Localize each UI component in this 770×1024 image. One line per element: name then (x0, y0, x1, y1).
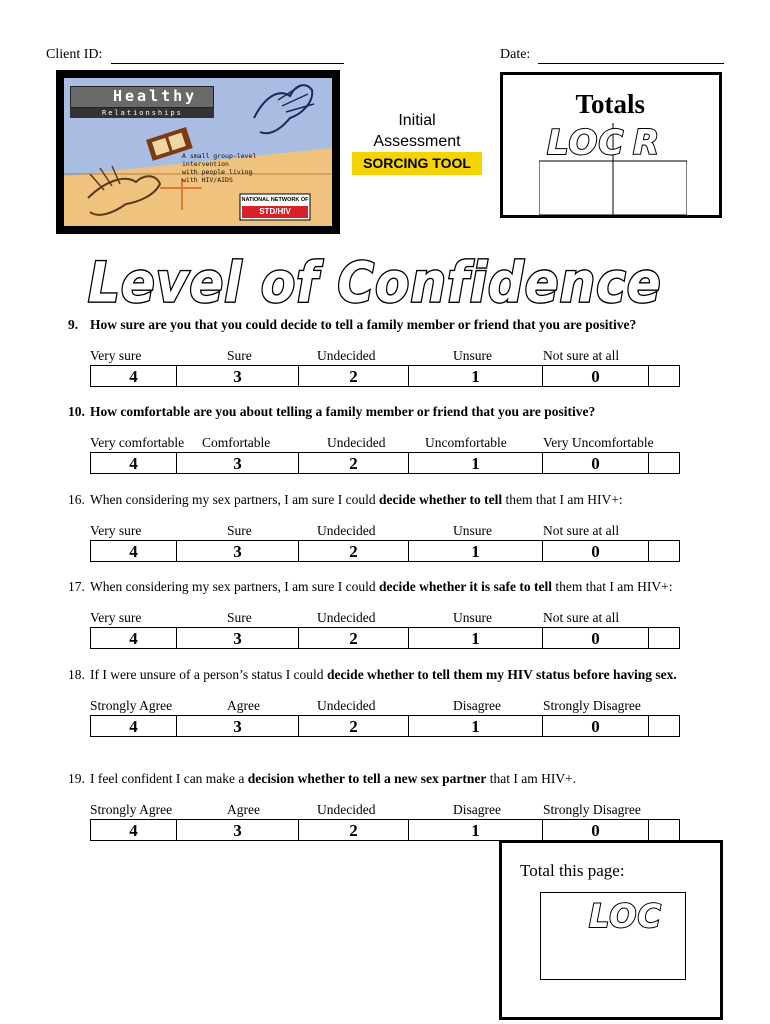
scale-label: Undecided (317, 523, 376, 538)
question-text-part: When considering my sex partners, I am sure I could (90, 492, 380, 507)
score-option[interactable]: 3 (177, 716, 299, 736)
question-text-part: If I were unsure of a person’s status I could (90, 667, 327, 682)
date-label: Date: (500, 47, 531, 62)
score-option[interactable]: 0 (543, 541, 649, 561)
cover-image (56, 70, 340, 234)
score-option[interactable]: 2 (299, 541, 409, 561)
total-this-page-label: Total this page: (520, 861, 625, 880)
score-option[interactable]: 1 (409, 366, 543, 386)
cover-description (182, 152, 256, 184)
cover-description-line: intervention (182, 160, 229, 168)
score-row (90, 715, 680, 737)
question-text-part: them that I am HIV+: (552, 579, 673, 594)
scale-label: Strongly Agree (90, 698, 173, 713)
score-option[interactable]: 1 (409, 716, 543, 736)
score-row (90, 540, 680, 562)
scale-label: Undecided (317, 348, 376, 363)
score-option[interactable]: 4 (91, 820, 177, 840)
assessment-line-1: Initial (398, 112, 436, 129)
scale-label: Uncomfortable (425, 435, 507, 450)
scale-label: Unsure (453, 610, 492, 625)
score-option[interactable]: 3 (177, 820, 299, 840)
score-option[interactable]: 0 (543, 820, 649, 840)
score-option[interactable]: 3 (177, 541, 299, 561)
client-id-field[interactable] (111, 63, 344, 64)
score-row (90, 627, 680, 649)
totals-title: Totals (575, 89, 645, 119)
question-text-part: I feel confident I can make a (90, 771, 248, 786)
scale-label: Very sure (90, 523, 142, 538)
scale-label: Disagree (453, 698, 501, 713)
score-option[interactable]: 4 (91, 716, 177, 736)
score-row (90, 365, 680, 387)
scale-label: Comfortable (202, 435, 271, 450)
scale-label: Strongly Disagree (543, 802, 641, 817)
score-entry-field[interactable] (649, 628, 681, 648)
scale-label: Unsure (453, 523, 492, 538)
question-number: 19. (68, 771, 85, 786)
totals-loc-field[interactable] (541, 163, 613, 213)
score-option[interactable]: 1 (409, 628, 543, 648)
totals-r-label: R (633, 123, 661, 163)
cover-description-line: with HIV/AIDS (182, 176, 233, 184)
score-entry-field[interactable] (649, 820, 681, 840)
level-of-confidence-heading: Level of Confidence (88, 251, 662, 315)
scale-label: Agree (227, 698, 260, 713)
score-option[interactable]: 2 (299, 366, 409, 386)
total-this-page-field[interactable] (540, 892, 686, 980)
scale-label: Very sure (90, 610, 142, 625)
score-option[interactable]: 2 (299, 820, 409, 840)
scale-label: Not sure at all (543, 610, 620, 625)
scale-label: Undecided (317, 698, 376, 713)
score-entry-field[interactable] (649, 366, 681, 386)
scale-label: Undecided (317, 610, 376, 625)
totals-r-field[interactable] (615, 163, 687, 213)
scale-label: Very Uncomfortable (543, 435, 654, 450)
question-text (68, 317, 636, 333)
cover-description-line: A small group-level (182, 152, 257, 160)
score-row (90, 452, 680, 474)
score-option[interactable]: 3 (177, 628, 299, 648)
question-number: 17. (68, 579, 85, 594)
score-option[interactable]: 0 (543, 453, 649, 473)
date-field[interactable] (538, 63, 724, 64)
score-option[interactable]: 2 (299, 628, 409, 648)
score-option[interactable]: 3 (177, 453, 299, 473)
cover-subtitle-band (70, 108, 214, 118)
score-option[interactable]: 4 (91, 366, 177, 386)
question-text (68, 771, 576, 787)
question-number: 9. (68, 317, 79, 332)
scale-label: Not sure at all (543, 348, 620, 363)
score-option[interactable]: 1 (409, 453, 543, 473)
question-text (68, 404, 595, 420)
score-option[interactable]: 0 (543, 716, 649, 736)
question-number: 10. (68, 404, 85, 419)
question-number: 16. (68, 492, 85, 507)
total-page-loc-label: LOC (589, 897, 662, 935)
question-text-part: that I am HIV+. (486, 771, 577, 786)
score-entry-field[interactable] (649, 716, 681, 736)
sorcing-tool-label: SORCING TOOL (352, 152, 482, 175)
question-text (68, 667, 677, 683)
question-text-part: decide whether to tell them my HIV status before having sex. (326, 667, 677, 682)
scale-label: Sure (227, 523, 252, 538)
total-this-page-box (499, 840, 723, 1020)
cover-description-line: with people living (182, 168, 253, 176)
client-id-label: Client ID: (46, 47, 103, 62)
scale-label: Disagree (453, 802, 501, 817)
cover-title: Healthy (113, 87, 198, 105)
scale-label: Unsure (453, 348, 492, 363)
scale-label: Undecided (317, 802, 376, 817)
scale-label: Strongly Agree (90, 802, 173, 817)
scale-label: Sure (227, 348, 252, 363)
question-text (68, 579, 672, 595)
scale-label: Agree (227, 802, 260, 817)
scale-label: Sure (227, 610, 252, 625)
question-text-part: decision whether to tell a new sex partner (247, 771, 487, 786)
scale-label: Not sure at all (543, 523, 620, 538)
score-option[interactable]: 4 (91, 541, 177, 561)
question-text-part: How sure are you that you could decide to tell a family member or friend that you are positive? (90, 317, 637, 332)
score-option[interactable]: 1 (409, 541, 543, 561)
score-option[interactable]: 2 (299, 716, 409, 736)
assessment-title (352, 110, 482, 152)
assessment-line-2: Assessment (373, 133, 461, 150)
scale-label: Undecided (327, 435, 386, 450)
question-text-part: How comfortable are you about telling a family member or friend that you are positive? (90, 404, 596, 419)
totals-box (500, 72, 722, 218)
badge-bottom: STD/HIV (259, 207, 291, 216)
scale-label: Very sure (90, 348, 142, 363)
question-text-part: decide whether to tell (379, 492, 503, 507)
totals-loc-label: LOC (547, 123, 625, 163)
scale-label: Very comfortable (90, 435, 185, 450)
score-option[interactable]: 4 (91, 453, 177, 473)
score-option[interactable]: 0 (543, 628, 649, 648)
cover-subtitle: Relationships (102, 109, 183, 117)
question-text-part: decide whether it is safe to tell (379, 579, 553, 594)
badge-top: NATIONAL NETWORK OF (241, 197, 309, 203)
question-text-part: them that I am HIV+: (502, 492, 623, 507)
score-option[interactable]: 3 (177, 366, 299, 386)
question-text (68, 492, 623, 508)
score-option[interactable]: 0 (543, 366, 649, 386)
question-number: 18. (68, 667, 85, 682)
score-entry-field[interactable] (649, 453, 681, 473)
score-option[interactable]: 2 (299, 453, 409, 473)
cover-title-band (70, 86, 214, 108)
score-row (90, 819, 680, 841)
scale-label: Strongly Disagree (543, 698, 641, 713)
score-option[interactable]: 1 (409, 820, 543, 840)
question-text-part: When considering my sex partners, I am sure I could (90, 579, 380, 594)
score-option[interactable]: 4 (91, 628, 177, 648)
score-entry-field[interactable] (649, 541, 681, 561)
